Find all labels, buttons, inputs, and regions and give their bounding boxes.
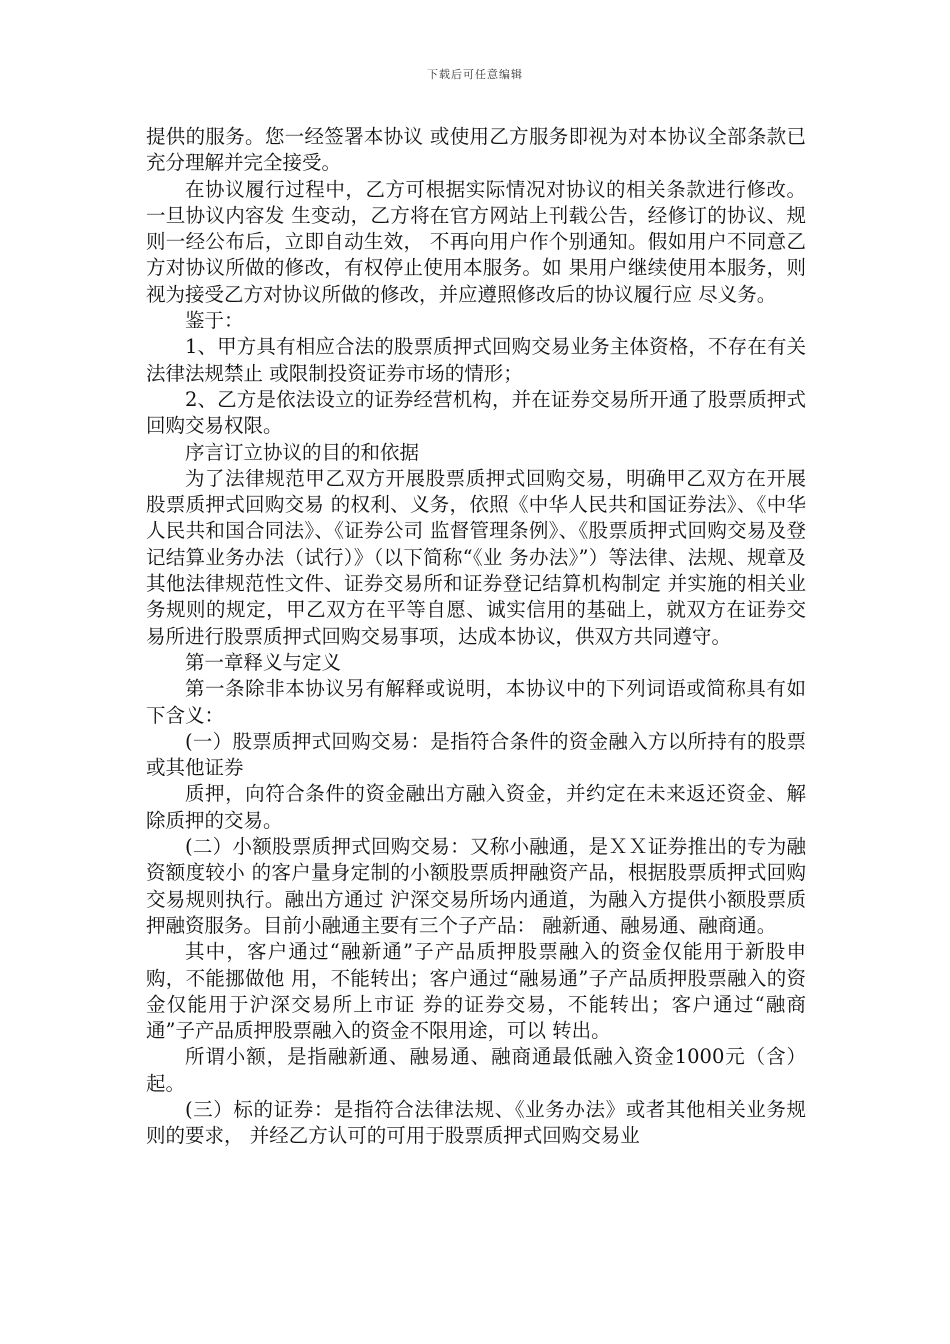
- paragraph: 质押，向符合条件的资金融出方融入资金，并约定在未来返还资金、解除质押的交易。: [146, 782, 806, 832]
- paragraph: (一）股票质押式回购交易：是指符合条件的资金融入方以所持有的股票或其他证券: [146, 729, 806, 780]
- paragraph: 为了法律规范甲乙双方开展股票质押式回购交易，明确甲乙双方在开展股票质押式回购交易 的权利、义务，依照《中华人民共和国证券法》、《中华人民共和国合同法》、《证券公司 监督管理条例》、《股票质押式回购交易及登记结算业务办法（试行）》（以下简称“《业 务办法》”）等法律、法规、规章及其他法律规范性文件、证券交易所和证券登记结算机构制定 并实施的相关业务规则的规定，甲乙双方在平等自愿、诚实信用的基础上，就双方在证券交 易所进行股票质押式回购交易事项，达成本协议，供双方共同遵守。: [146, 466, 806, 648]
- chapter-heading: 第一章释义与定义: [185, 650, 342, 674]
- paragraph: (二）小额股票质押式回购交易：又称小融通，是ＸＸ证券推出的专为融资额度较小 的客户量身定制的小额股票质押融资产品，根据股票质押式回购交易规则执行。融出方通过 沪深交易所场内通道，为融入方提供小额股票质押融资服务。目前小融通主要有三个子产品： 融新通、融易通、融商通。: [146, 835, 806, 937]
- paragraph: (三）标的证券：是指符合法律法规、《业务办法》或者其他相关业务规则的要求， 并经乙方认可的可用于股票质押式回购交易业: [146, 1097, 806, 1148]
- paragraph: 提供的服务。您一经签署本协议 或使用乙方服务即视为对本协议全部条款已充分理解并完全接受。: [146, 125, 806, 175]
- paragraph: 2、乙方是依法设立的证券经营机构，并在证券交易所开通了股票质押式回购交易权限。: [146, 387, 806, 438]
- section-heading: 序言订立协议的目的和依据: [185, 440, 420, 464]
- document-body: [146, 124, 806, 1150]
- paragraph: 所谓小额，是指融新通、融易通、融商通最低融入资金1000元（含）起。: [146, 1045, 806, 1095]
- paragraph: 1、甲方具有相应合法的股票质押式回购交易业务主体资格，不存在有关法律法规禁止 或限制投资证券市场的情形；: [146, 335, 806, 385]
- paragraph: 第一条除非本协议另有解释或说明，本协议中的下列词语或简称具有如下含义：: [146, 677, 806, 727]
- paragraph: 在协议履行过程中，乙方可根据实际情况对协议的相关条款进行修改。一旦协议内容发 生变动，乙方将在官方网站上刊载公告，经修订的协议、规则一经公布后，立即自动生效， 不再向用户作个别通知。假如用户不同意乙方对协议所做的修改，有权停止使用本服务。如 果用户继续使用本服务，则视为接受乙方对协议所做的修改，并应遵照修改后的协议履行应 尽义务。: [146, 177, 806, 306]
- paragraph: 其中，客户通过“融新通”子产品质押股票融入的资金仅能用于新股申购，不能挪做他 用，不能转出；客户通过“融易通”子产品质押股票融入的资金仅能用于沪深交易所上市证 券的证券交易，不能转出；客户通过“融商通”子产品质押股票融入的资金不限用途，可以 转出。: [146, 940, 806, 1043]
- page-header: 下载后可任意编辑: [427, 68, 523, 81]
- paragraph: 鉴于：: [185, 309, 244, 333]
